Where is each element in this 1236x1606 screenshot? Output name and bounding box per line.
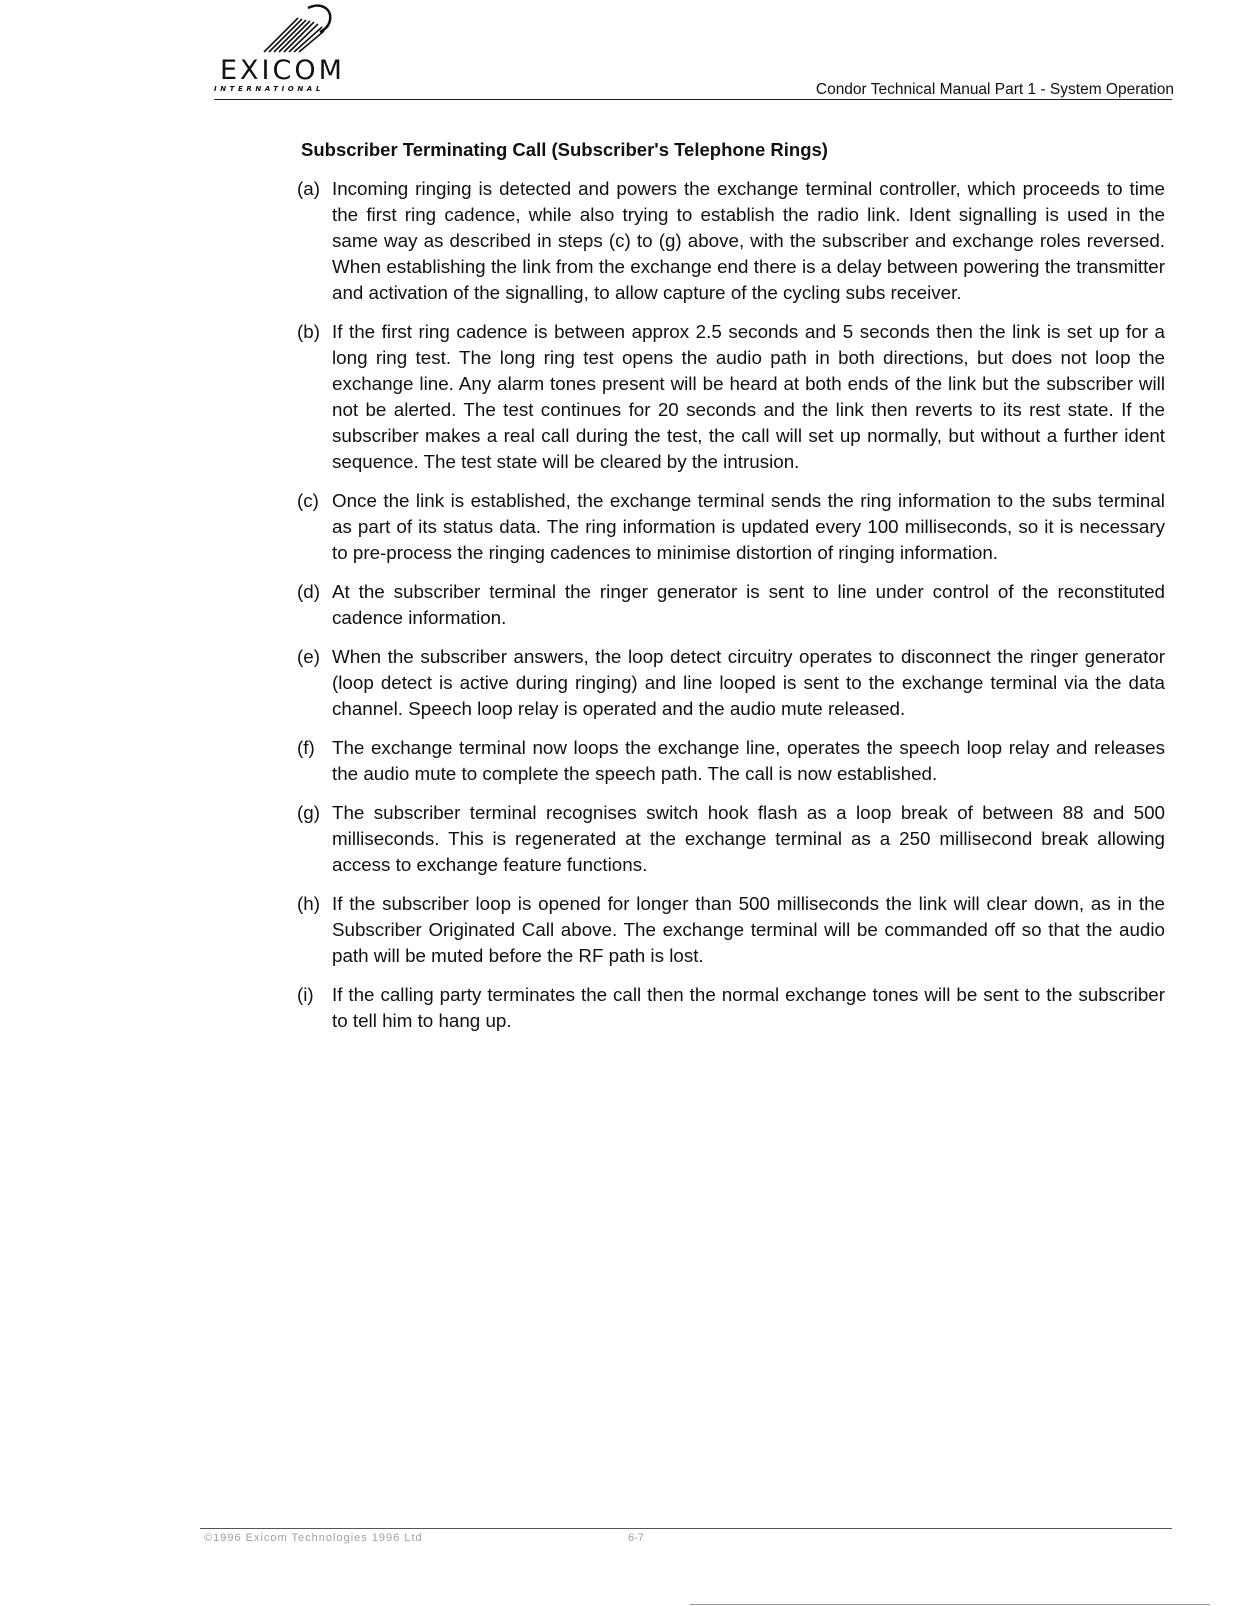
procedure-list — [285, 176, 1165, 1047]
footer-copyright: ©1996 Exicom Technologies 1996 Ltd — [204, 1532, 423, 1544]
list-item — [285, 891, 1165, 969]
item-text: Incoming ringing is detected and powers the exchange terminal controller, which proceeds to time the first ring cadence, while also trying to establish the radio link. Ident signalling is used in the same way as described in steps (c) to (g) above, with the subscriber and exchange roles reversed. When establishing the link from the exchange end there is a delay between powering the transmitter and activation of the signalling, to allow capture of the cycling subs receiver. — [332, 178, 1165, 303]
section-title: Subscriber Terminating Call (Subscriber's Telephone Rings) — [301, 139, 828, 160]
item-text: At the subscriber terminal the ringer generator is sent to line under control of the reconstituted cadence information. — [332, 581, 1165, 628]
item-label: (a) — [297, 178, 320, 199]
list-item — [285, 319, 1165, 475]
list-item — [285, 644, 1165, 722]
bottom-divider — [690, 1604, 1210, 1605]
item-text: The exchange terminal now loops the exchange line, operates the speech loop relay and releases the audio mute to complete the speech path. The call is now established. — [332, 737, 1165, 784]
logo-name: EXICOM — [220, 55, 345, 86]
logo-subtitle: INTERNATIONAL — [214, 85, 324, 93]
item-label: (e) — [297, 646, 320, 667]
item-label: (b) — [297, 321, 320, 342]
item-label: (i) — [297, 984, 314, 1005]
exicom-logo — [210, 0, 380, 100]
item-label: (g) — [297, 802, 320, 823]
list-item — [285, 800, 1165, 878]
list-item — [285, 488, 1165, 566]
item-text: When the subscriber answers, the loop detect circuitry operates to disconnect the ringer generator (loop detect is active during ringing) and line looped is sent to the exchange terminal via the data channel. Speech loop relay is operated and the audio mute released. — [332, 646, 1165, 719]
item-text: Once the link is established, the exchange terminal sends the ring information to the subs terminal as part of its status data. The ring information is updated every 100 milliseconds, so it is necessary to pre-process the ringing cadences to minimise distortion of ringing information. — [332, 490, 1165, 563]
item-text: If the first ring cadence is between approx 2.5 seconds and 5 seconds then the link is set up for a long ring test. The long ring test opens the audio path in both directions, but does not loop the exchange line. Any alarm tones present will be heard at both ends of the link but the subscriber will not be alerted. The test continues for 20 seconds and the link then reverts to its rest state. If the subscriber makes a real call during the test, the call will set up normally, but without a further ident sequence. The test state will be cleared by the intrusion. — [332, 321, 1165, 472]
item-label: (c) — [297, 490, 319, 511]
item-label: (h) — [297, 893, 320, 914]
header-title: Condor Technical Manual Part 1 - System Operation — [815, 81, 1174, 98]
list-item — [285, 982, 1165, 1034]
list-item — [285, 735, 1165, 787]
page-number: 6-7 — [628, 1532, 644, 1544]
list-item — [285, 176, 1165, 306]
footer-divider — [200, 1528, 1172, 1529]
item-label: (d) — [297, 581, 320, 602]
item-text: If the subscriber loop is opened for longer than 500 milliseconds the link will clear down, as in the Subscriber Originated Call above. The exchange terminal will be commanded off so that the audio path will be muted before the RF path is lost. — [332, 893, 1165, 966]
item-label: (f) — [297, 737, 315, 758]
item-text: If the calling party terminates the call then the normal exchange tones will be sent to the subscriber to tell him to hang up. — [332, 984, 1165, 1031]
list-item — [285, 579, 1165, 631]
header-divider — [214, 99, 1172, 100]
exicom-logo-mark-icon — [258, 0, 338, 60]
item-text: The subscriber terminal recognises switch hook flash as a loop break of between 88 and 500 milliseconds. This is regenerated at the exchange terminal as a 250 millisecond break allowing access to exchange feature functions. — [332, 802, 1165, 875]
